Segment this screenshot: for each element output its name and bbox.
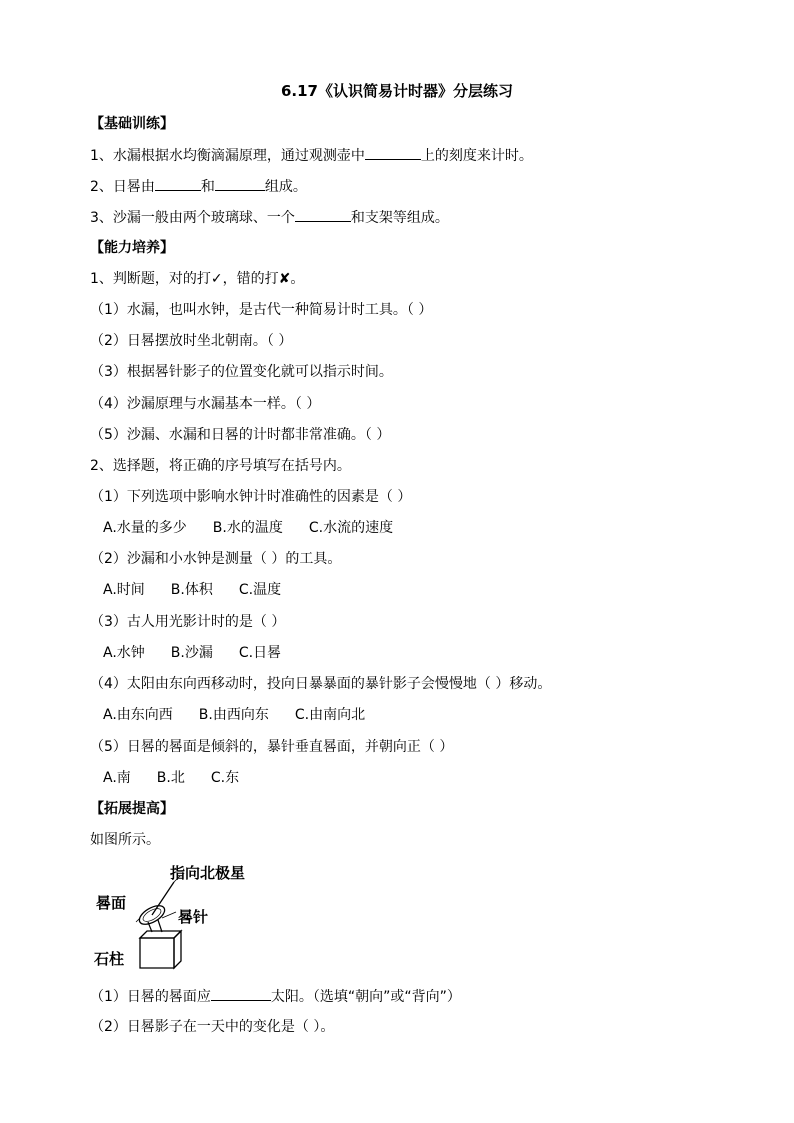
label-dial-needle: 晷针 [178, 908, 209, 926]
judge-item: （1）水漏，也叫水钟，是古代一种简易计时工具。（ ） [90, 302, 433, 318]
answer-blank[interactable] [215, 176, 265, 191]
option-a[interactable]: A.水量的多少 [103, 520, 187, 536]
option-b[interactable]: B.体积 [170, 582, 213, 598]
judge-item: （4）沙漏原理与水漏基本一样。（ ） [90, 396, 321, 412]
question-text: 2、日晷由 [90, 179, 155, 195]
choice-options [103, 580, 281, 600]
choice-intro: 2、选择题，将正确的序号填写在括号内。 [90, 458, 351, 474]
answer-blank[interactable] [211, 986, 271, 1001]
question-basic-1 [90, 145, 533, 166]
answer-blank[interactable] [365, 145, 421, 160]
section-heading-extension: 【拓展提高】 [90, 801, 174, 817]
judge-intro-text: ，错的打 [222, 271, 279, 287]
question-text: 1、水漏根据水均衡滴漏原理，通过观测壶中 [90, 148, 365, 164]
cross-mark-icon: ✘ [278, 271, 291, 287]
extension-question-1 [90, 986, 461, 1007]
judge-intro [90, 269, 304, 289]
question-text: 上的刻度来计时。 [420, 148, 533, 164]
question-text: （1）日晷的晷面应 [90, 989, 211, 1005]
extension-question-2: （2）日晷影子在一天中的变化是（ ）。 [90, 1019, 335, 1035]
choice-options [103, 768, 239, 788]
choice-question: （4）太阳由东向西移动时，投向日暴暴面的暴针影子会慢慢地（ ）移动。 [90, 676, 552, 692]
choice-options [103, 705, 365, 725]
choice-question: （2）沙漏和小水钟是测量（ ）的工具。 [90, 551, 342, 567]
option-a[interactable]: A.由东向西 [103, 707, 173, 723]
choice-question: （3）古人用光影计时的是（ ） [90, 614, 286, 630]
option-b[interactable]: B.沙漏 [170, 645, 213, 661]
label-dial-face: 晷面 [96, 894, 127, 912]
figure-intro: 如图所示。 [90, 832, 160, 848]
choice-question: （5）日晷的晷面是倾斜的，暴针垂直晷面，并朝向正（ ） [90, 739, 454, 755]
option-c[interactable]: C.东 [210, 770, 240, 786]
option-b[interactable]: B.北 [156, 770, 185, 786]
sundial-drawing [92, 860, 282, 975]
question-text: 和支架等组成。 [350, 210, 449, 226]
question-basic-3 [90, 207, 449, 228]
option-a[interactable]: A.水钟 [103, 645, 145, 661]
option-a[interactable]: A.时间 [103, 582, 145, 598]
judge-item: （2）日晷摆放时坐北朝南。（ ） [90, 333, 293, 349]
judge-intro-text: 。 [290, 271, 305, 287]
section-heading-basic: 【基础训练】 [90, 116, 174, 132]
judge-intro-text: 1、判断题，对的打 [90, 271, 211, 287]
question-text: 组成。 [264, 179, 307, 195]
choice-options [103, 518, 393, 538]
choice-question: （1）下列选项中影响水钟计时准确性的因素是（ ） [90, 489, 412, 505]
choice-options [103, 643, 281, 663]
answer-blank[interactable] [295, 207, 351, 222]
check-mark-icon: ✓ [210, 271, 223, 287]
option-c[interactable]: C.水流的速度 [308, 520, 394, 536]
option-b[interactable]: B.由西向东 [198, 707, 269, 723]
stone-pillar-shape [140, 931, 181, 968]
option-a[interactable]: A.南 [103, 770, 131, 786]
option-c[interactable]: C.温度 [238, 582, 282, 598]
label-stone-pillar: 石柱 [94, 950, 125, 968]
page-title: 6.17《认识简易计时器》分层练习 [280, 82, 513, 100]
judge-item: （5）沙漏、水漏和日晷的计时都非常准确。（ ） [90, 427, 391, 443]
question-text: 3、沙漏一般由两个玻璃球、一个 [90, 210, 295, 226]
question-text: 太阳。（选填“朝向”或“背向”） [270, 989, 461, 1005]
sundial-figure [92, 860, 282, 975]
option-b[interactable]: B.水的温度 [212, 520, 283, 536]
answer-blank[interactable] [155, 176, 201, 191]
question-text: 和 [200, 179, 215, 195]
label-pointing-north-star: 指向北极星 [170, 864, 246, 882]
option-c[interactable]: C.由南向北 [294, 707, 366, 723]
option-c[interactable]: C.日晷 [238, 645, 282, 661]
judge-item: （3）根据晷针影子的位置变化就可以指示时间。 [90, 364, 393, 380]
question-basic-2 [90, 176, 307, 197]
section-heading-ability: 【能力培养】 [90, 240, 174, 256]
